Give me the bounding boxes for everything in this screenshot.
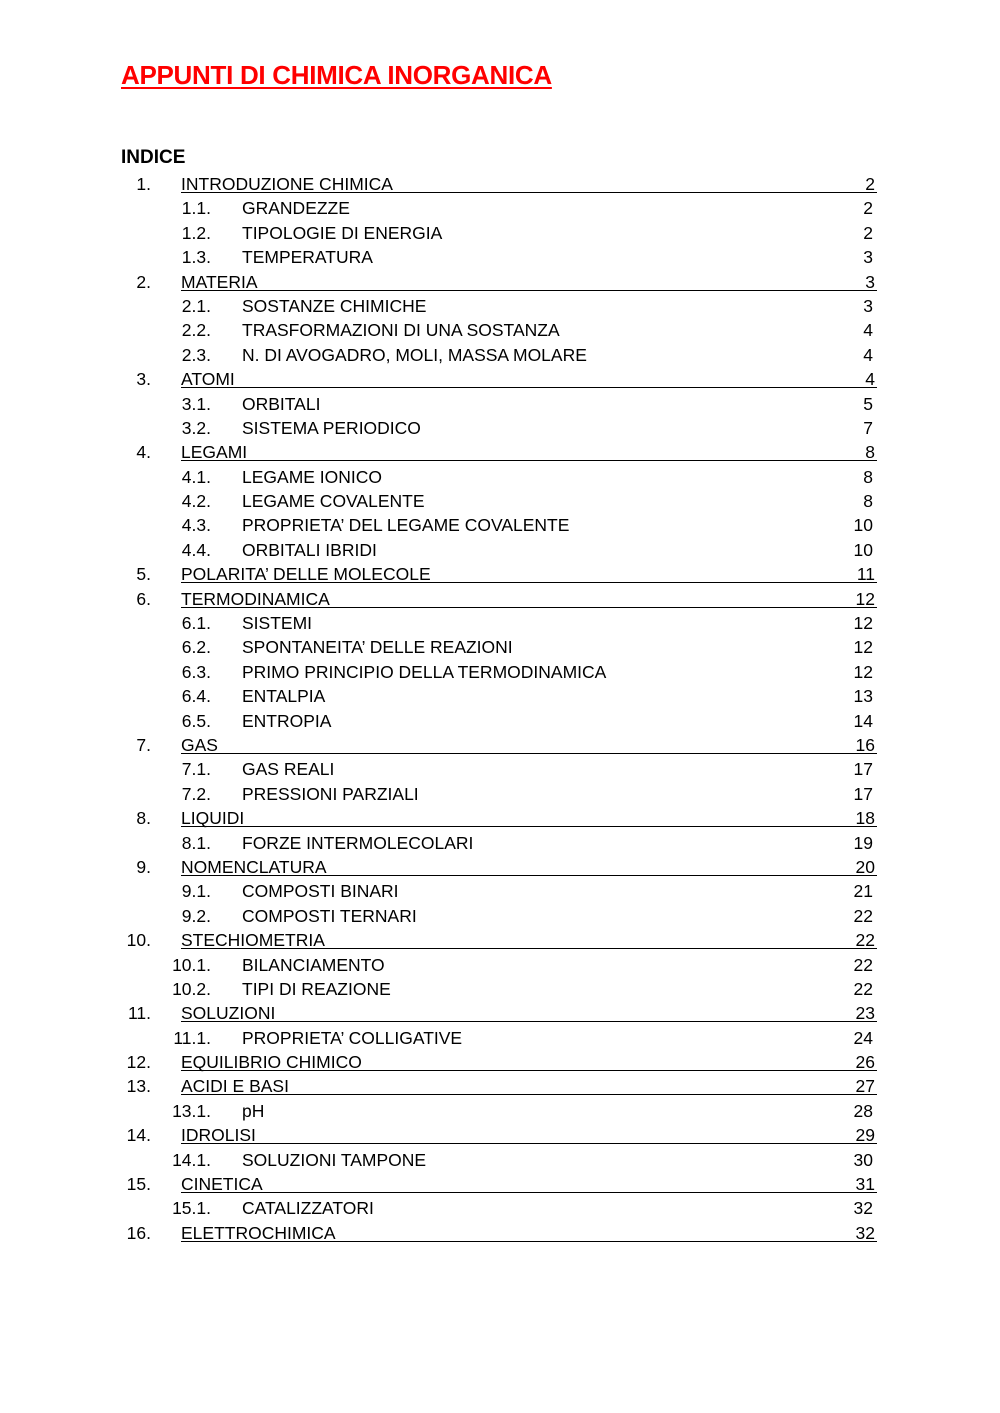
toc-entry-label[interactable]: NOMENCLATURA	[181, 856, 327, 877]
toc-entry-number: 6.4.	[181, 686, 211, 707]
toc-entry-label: SOLUZIONI TAMPONE	[242, 1149, 427, 1170]
toc-entry-page-number: 22	[853, 905, 873, 926]
toc-entry-label: ENTROPIA	[242, 710, 332, 731]
toc-entry-page-number: 22	[853, 954, 873, 975]
toc-entry-number: 14.1.	[172, 1149, 211, 1170]
toc-entry-section[interactable]	[0, 831, 1000, 855]
toc-entry-section[interactable]	[0, 757, 1000, 781]
toc-entry-section[interactable]	[0, 977, 1000, 1001]
toc-entry-label: LEGAME IONICO	[242, 466, 383, 487]
toc-entry-number: 10.1.	[172, 954, 211, 975]
toc-entry-number: 16.	[126, 1222, 151, 1243]
toc-entry-number: 2.3.	[181, 344, 211, 365]
toc-entry-section[interactable]	[0, 245, 1000, 269]
toc-entry-page-number: 3	[863, 247, 873, 268]
toc-entry-number: 1.2.	[181, 222, 211, 243]
toc-entry-number: 11.	[127, 1003, 151, 1024]
toc-entry-page-number: 8	[865, 442, 875, 463]
toc-entry-label: GRANDEZZE	[242, 198, 350, 219]
toc-entry-label: PROPRIETA’ DEL LEGAME COVALENTE	[242, 515, 570, 536]
toc-entry-number: 4.1.	[181, 466, 211, 487]
toc-entry-page-number: 28	[853, 1100, 873, 1121]
toc-entry-number: 3.2.	[181, 417, 211, 438]
toc-entry-page-number: 11	[856, 564, 875, 585]
toc-entry-section[interactable]	[0, 392, 1000, 416]
toc-underline	[181, 1241, 877, 1242]
toc-underline	[181, 1070, 877, 1071]
toc-entry-page-number: 8	[863, 491, 873, 512]
toc-entry-chapter[interactable]	[0, 806, 1000, 830]
toc-underline	[181, 1143, 877, 1144]
toc-entry-label: ORBITALI IBRIDI	[242, 539, 377, 560]
toc-entry-number: 14.	[126, 1125, 151, 1146]
toc-entry-number: 7.	[136, 734, 151, 755]
toc-entry-label: LEGAME COVALENTE	[242, 491, 425, 512]
toc-entry-page-number: 3	[865, 271, 875, 292]
toc-entry-page-number: 2	[863, 198, 873, 219]
toc-entry-number: 11.1.	[173, 1027, 211, 1048]
toc-entry-number: 9.	[136, 856, 151, 877]
toc-entry-section[interactable]	[0, 489, 1000, 513]
toc-entry-label[interactable]: TERMODINAMICA	[181, 588, 330, 609]
toc-entry-number: 4.4.	[181, 539, 211, 560]
toc-entry-label: TIPI DI REAZIONE	[242, 978, 391, 999]
toc-entry-number: 4.	[136, 442, 151, 463]
toc-entry-number: 6.5.	[181, 710, 211, 731]
toc-entry-page-number: 8	[863, 466, 873, 487]
toc-entry-number: 6.3.	[181, 661, 211, 682]
toc-entry-section[interactable]	[0, 221, 1000, 245]
toc-entry-label: FORZE INTERMOLECOLARI	[242, 832, 474, 853]
toc-underline	[181, 948, 877, 949]
toc-entry-page-number: 12	[853, 661, 873, 682]
toc-entry-number: 9.2.	[181, 905, 211, 926]
toc-entry-number: 6.	[136, 588, 151, 609]
toc-entry-section[interactable]	[0, 1099, 1000, 1123]
toc-entry-number: 3.	[136, 369, 151, 390]
toc-entry-number: 10.	[126, 930, 151, 951]
toc-entry-label: SISTEMI	[242, 613, 313, 634]
toc-entry-page-number: 10	[853, 539, 873, 560]
toc-entry-chapter[interactable]	[0, 733, 1000, 757]
toc-entry-page-number: 4	[863, 344, 873, 365]
toc-entry-chapter[interactable]	[0, 855, 1000, 879]
toc-underline	[181, 1192, 877, 1193]
toc-underline	[181, 826, 877, 827]
toc-entry-section[interactable]	[0, 196, 1000, 220]
toc-entry-number: 1.	[136, 174, 151, 194]
toc-entry-number: 8.	[136, 808, 151, 829]
toc-entry-label[interactable]: ATOMI	[181, 369, 235, 390]
toc-underline	[181, 192, 877, 193]
toc-entry-page-number: 3	[863, 295, 873, 316]
toc-entry-page-number: 30	[853, 1149, 873, 1170]
toc-entry-number: 8.1.	[181, 832, 211, 853]
toc-entry-number: 5.	[136, 564, 151, 585]
toc-entry-page-number: 18	[855, 808, 875, 829]
toc-entry-section[interactable]	[0, 294, 1000, 318]
toc-entry-number: 7.2.	[181, 783, 211, 804]
toc-entry-chapter[interactable]	[0, 928, 1000, 952]
toc-entry-section[interactable]	[0, 611, 1000, 635]
toc-entry-label: GAS REALI	[242, 759, 335, 780]
table-of-contents	[0, 172, 1000, 1245]
toc-entry-section[interactable]	[0, 953, 1000, 977]
document-title: APPUNTI DI CHIMICA INORGANICA	[121, 60, 552, 90]
toc-entry-page-number: 7	[863, 417, 873, 438]
toc-underline	[181, 582, 877, 583]
toc-entry-label[interactable]: CINETICA	[181, 1174, 263, 1195]
toc-entry-page-number: 2	[863, 222, 873, 243]
toc-entry-label: TRASFORMAZIONI DI UNA SOSTANZA	[242, 320, 560, 341]
toc-entry-label[interactable]: GAS	[181, 734, 218, 755]
toc-entry-page-number: 12	[853, 637, 873, 658]
toc-entry-section[interactable]	[0, 343, 1000, 367]
toc-entry-page-number: 22	[855, 930, 875, 951]
toc-entry-number: 7.1.	[181, 759, 211, 780]
toc-entry-page-number: 22	[853, 978, 873, 999]
toc-entry-label[interactable]: LIQUIDI	[181, 808, 245, 829]
toc-entry-chapter[interactable]	[0, 440, 1000, 464]
toc-entry-page-number: 14	[853, 710, 873, 731]
toc-entry-page-number: 4	[865, 369, 875, 390]
toc-entry-section[interactable]	[0, 782, 1000, 806]
toc-entry-page-number: 12	[855, 588, 875, 609]
toc-entry-section[interactable]	[0, 660, 1000, 684]
toc-entry-section[interactable]	[0, 709, 1000, 733]
toc-entry-section[interactable]	[0, 416, 1000, 440]
toc-entry-number: 12.	[126, 1052, 151, 1073]
toc-entry-page-number: 19	[853, 832, 873, 853]
toc-entry-label: PRIMO PRINCIPIO DELLA TERMODINAMICA	[242, 661, 607, 682]
toc-entry-page-number: 16	[855, 734, 875, 755]
toc-entry-number: 6.2.	[181, 637, 211, 658]
toc-entry-number: 15.1.	[172, 1198, 211, 1219]
toc-entry-page-number: 23	[855, 1003, 875, 1024]
toc-entry-label[interactable]: ACIDI E BASI	[181, 1076, 289, 1097]
toc-entry-page-number: 17	[853, 783, 873, 804]
toc-entry-chapter[interactable]	[0, 270, 1000, 294]
toc-entry-number: 1.3.	[181, 247, 211, 268]
toc-entry-section[interactable]	[0, 465, 1000, 489]
toc-entry-number: 6.1.	[181, 613, 211, 634]
toc-entry-section[interactable]	[0, 1196, 1000, 1220]
toc-entry-label: BILANCIAMENTO	[242, 954, 385, 975]
toc-entry-label: COMPOSTI BINARI	[242, 881, 399, 902]
toc-entry-chapter[interactable]	[0, 1074, 1000, 1098]
toc-entry-number: 2.	[136, 271, 151, 292]
toc-entry-label: pH	[242, 1100, 265, 1121]
toc-entry-section[interactable]	[0, 635, 1000, 659]
toc-entry-number: 2.1.	[181, 295, 211, 316]
toc-underline	[181, 875, 877, 876]
toc-entry-label: SOSTANZE CHIMICHE	[242, 295, 427, 316]
toc-entry-page-number: 32	[853, 1198, 873, 1219]
toc-entry-chapter[interactable]	[0, 587, 1000, 611]
toc-entry-label[interactable]: SOLUZIONI	[181, 1003, 276, 1024]
toc-entry-label[interactable]: LEGAMI	[181, 442, 248, 463]
toc-entry-page-number: 4	[863, 320, 873, 341]
toc-entry-chapter[interactable]	[0, 172, 1000, 196]
toc-underline	[181, 1094, 877, 1095]
toc-entry-page-number: 20	[855, 856, 875, 877]
toc-entry-number: 9.1.	[181, 881, 211, 902]
toc-entry-page-number: 29	[855, 1125, 875, 1146]
toc-entry-number: 2.2.	[181, 320, 211, 341]
toc-entry-chapter[interactable]	[0, 1172, 1000, 1196]
toc-underline	[181, 387, 877, 388]
toc-entry-label: COMPOSTI TERNARI	[242, 905, 417, 926]
toc-entry-section[interactable]	[0, 513, 1000, 537]
toc-entry-number: 3.1.	[181, 393, 211, 414]
toc-entry-label: ENTALPIA	[242, 686, 326, 707]
toc-entry-section[interactable]	[0, 1026, 1000, 1050]
toc-entry-section[interactable]	[0, 904, 1000, 928]
toc-entry-label: SPONTANEITA’ DELLE REAZIONI	[242, 637, 513, 658]
toc-entry-label[interactable]: MATERIA	[181, 271, 258, 292]
toc-entry-label[interactable]: POLARITA’ DELLE MOLECOLE	[181, 564, 431, 585]
toc-entry-label: TIPOLOGIE DI ENERGIA	[242, 222, 443, 243]
toc-entry-page-number: 24	[853, 1027, 873, 1048]
toc-entry-label: TEMPERATURA	[242, 247, 373, 268]
toc-entry-chapter[interactable]	[0, 1221, 1000, 1245]
toc-underline	[181, 753, 877, 754]
toc-entry-page-number: 31	[855, 1174, 875, 1195]
toc-entry-label: PROPRIETA’ COLLIGATIVE	[242, 1027, 463, 1048]
toc-underline	[181, 460, 877, 461]
toc-entry-number: 4.2.	[181, 491, 211, 512]
toc-entry-page-number: 5	[863, 393, 873, 414]
toc-entry-page-number: 32	[855, 1222, 875, 1243]
toc-entry-chapter[interactable]	[0, 1123, 1000, 1147]
toc-entry-label: CATALIZZATORI	[242, 1198, 374, 1219]
toc-heading: INDICE	[121, 147, 186, 168]
toc-underline	[181, 607, 877, 608]
toc-entry-label[interactable]: ELETTROCHIMICA	[181, 1222, 336, 1243]
toc-entry-number: 1.1.	[181, 198, 211, 219]
toc-entry-label: SISTEMA PERIODICO	[242, 417, 421, 438]
toc-entry-label[interactable]: EQUILIBRIO CHIMICO	[181, 1052, 362, 1073]
toc-entry-number: 15.	[126, 1174, 151, 1195]
toc-entry-section[interactable]	[0, 879, 1000, 903]
toc-entry-page-number: 2	[865, 174, 875, 194]
toc-underline	[181, 290, 877, 291]
toc-underline	[181, 1021, 877, 1022]
toc-entry-label[interactable]: STECHIOMETRIA	[181, 930, 325, 951]
toc-entry-number: 10.2.	[172, 978, 211, 999]
toc-entry-chapter[interactable]	[0, 1050, 1000, 1074]
toc-entry-number: 4.3.	[181, 515, 211, 536]
toc-entry-page-number: 10	[853, 515, 873, 536]
toc-entry-label: ORBITALI	[242, 393, 321, 414]
toc-entry-chapter[interactable]	[0, 562, 1000, 586]
toc-entry-chapter[interactable]	[0, 367, 1000, 391]
toc-entry-section[interactable]	[0, 538, 1000, 562]
toc-entry-section[interactable]	[0, 684, 1000, 708]
toc-entry-chapter[interactable]	[0, 1001, 1000, 1025]
toc-entry-page-number: 26	[855, 1052, 875, 1073]
toc-entry-page-number: 17	[853, 759, 873, 780]
toc-entry-label: PRESSIONI PARZIALI	[242, 783, 419, 804]
toc-entry-page-number: 21	[853, 881, 873, 902]
toc-entry-section[interactable]	[0, 318, 1000, 342]
toc-entry-label[interactable]: IDROLISI	[181, 1125, 256, 1146]
toc-entry-page-number: 27	[855, 1076, 875, 1097]
toc-entry-label[interactable]: INTRODUZIONE CHIMICA	[181, 174, 393, 194]
toc-entry-label: N. DI AVOGADRO, MOLI, MASSA MOLARE	[242, 344, 587, 365]
toc-entry-section[interactable]	[0, 1148, 1000, 1172]
toc-entry-number: 13.	[126, 1076, 151, 1097]
toc-entry-page-number: 13	[853, 686, 873, 707]
toc-entry-page-number: 12	[853, 613, 873, 634]
toc-entry-number: 13.1.	[172, 1100, 211, 1121]
